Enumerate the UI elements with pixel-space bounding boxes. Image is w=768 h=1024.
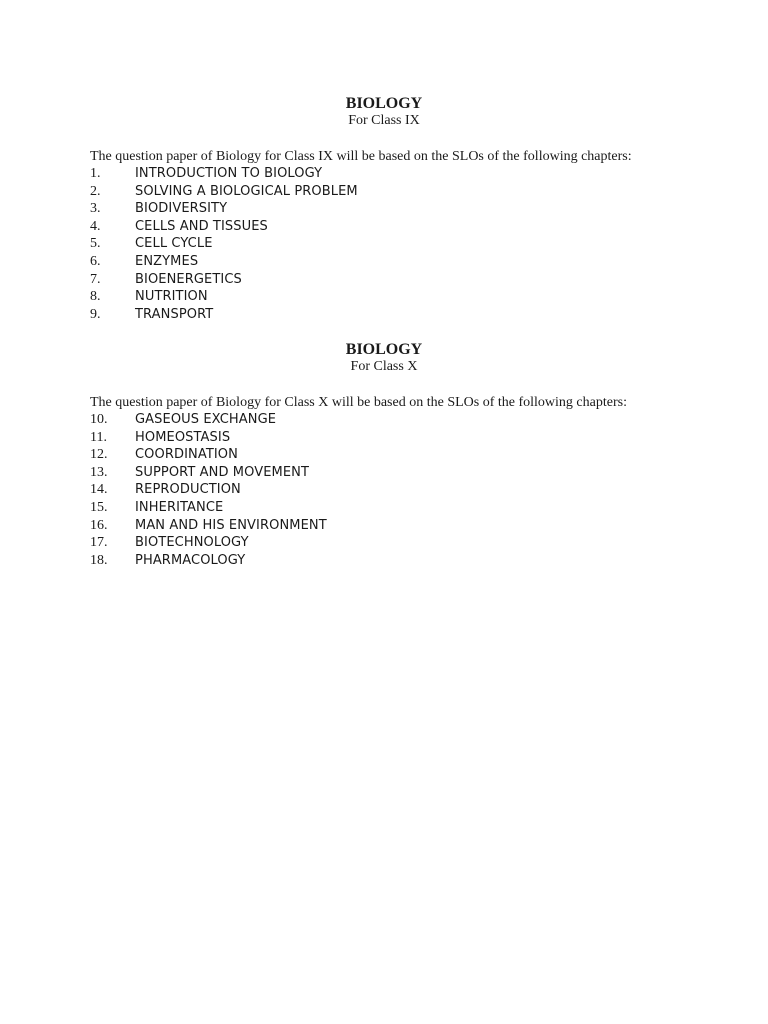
chapter-title: NUTRITION [135,289,208,305]
section-subtitle: For Class IX [348,113,420,128]
chapter-title: BIOTECHNOLOGY [135,535,249,551]
chapter-title: COORDINATION [135,447,238,463]
chapter-number: 15. [90,499,108,515]
chapter-title: HOMEOSTASIS [135,429,231,445]
chapter-number: 3. [90,201,101,217]
chapter-number: 10. [90,412,108,427]
chapter-number: 18. [90,552,108,568]
section-title: BIOLOGY [345,341,423,358]
chapter-number: 4. [90,218,101,234]
chapter-number: 11. [90,429,107,445]
chapter-list [90,411,678,569]
list-item [90,218,678,236]
chapter-number: 8. [90,289,101,305]
list-item [90,499,678,517]
chapter-number: 9. [90,306,101,322]
list-item [90,517,678,535]
chapter-number: 1. [90,166,101,181]
list-item [90,183,678,201]
chapter-title: CELL CYCLE [135,236,213,252]
chapter-number: 5. [90,236,101,252]
chapter-title: TRANSPORT [135,306,214,322]
chapter-list [90,165,678,323]
list-item [90,271,678,289]
chapter-title: BIODIVERSITY [135,201,228,217]
list-item [90,253,678,271]
list-item [90,534,678,552]
section-title: BIOLOGY [345,95,423,112]
chapter-title: REPRODUCTION [135,482,241,498]
list-item [90,235,678,253]
section-class-ix [90,94,678,323]
list-item [90,446,678,464]
chapter-title: BIOENERGETICS [135,271,242,287]
chapter-number: 14. [90,482,108,498]
list-item [90,288,678,306]
section-intro: The question paper of Biology for Class X will be based on the SLOs of the following chapters: [90,395,627,410]
section-class-x [90,340,678,569]
chapter-title: PHARMACOLOGY [135,552,246,568]
chapter-number: 2. [90,183,101,199]
chapter-title: MAN AND HIS ENVIRONMENT [135,517,327,533]
chapter-number: 17. [90,535,108,551]
section-intro: The question paper of Biology for Class IX will be based on the SLOs of the following chapters: [90,149,632,164]
list-item [90,411,678,429]
chapter-title: INHERITANCE [135,499,224,515]
chapter-number: 12. [90,447,108,463]
chapter-title: SUPPORT AND MOVEMENT [135,464,310,480]
list-item [90,165,678,183]
list-item [90,481,678,499]
chapter-number: 7. [90,271,101,287]
list-item [90,552,678,570]
list-item [90,429,678,447]
list-item [90,464,678,482]
chapter-number: 16. [90,517,108,533]
chapter-title: ENZYMES [135,253,199,269]
section-subtitle: For Class X [350,359,418,374]
chapter-title: GASEOUS EXCHANGE [135,412,277,427]
chapter-number: 13. [90,464,108,480]
chapter-title: CELLS AND TISSUES [135,218,268,234]
chapter-number: 6. [90,253,101,269]
list-item [90,200,678,218]
chapter-title: SOLVING A BIOLOGICAL PROBLEM [135,183,358,199]
chapter-title: INTRODUCTION TO BIOLOGY [135,166,323,181]
list-item [90,306,678,324]
